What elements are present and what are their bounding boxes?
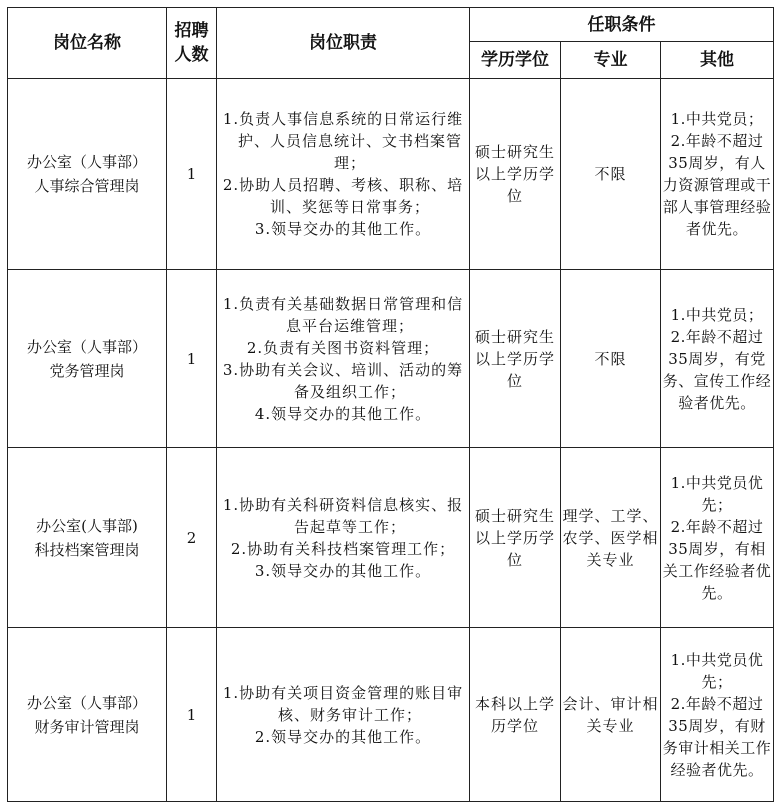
other-cell <box>661 79 774 270</box>
education-cell: 硕士研究生以上学历学位 <box>470 448 561 628</box>
recruit-count-cell: 2 <box>167 448 217 628</box>
position-department: 办公室（人事部） <box>26 337 147 356</box>
position-title: 党务管理岗 <box>49 361 125 380</box>
header-recruit-count <box>167 8 217 79</box>
header-education: 学历学位 <box>470 42 561 79</box>
recruitment-table <box>7 7 774 802</box>
other-item: 1.中共党员优先； <box>670 650 764 691</box>
position-name-cell <box>8 270 167 448</box>
position-title: 科技档案管理岗 <box>34 540 140 559</box>
header-recruit-count-line1: 招聘 <box>174 21 209 41</box>
header-major: 专业 <box>561 42 661 79</box>
duty-item: 1.协助有关项目资金管理的账目审核、财务审计工作； <box>222 683 464 724</box>
recruit-count-cell: 1 <box>167 79 217 270</box>
header-duties: 岗位职责 <box>217 8 470 79</box>
position-department: 办公室（人事部） <box>26 693 147 712</box>
other-item: 2.年龄不超过35周岁，有党务、宣传工作经验者优先。 <box>662 327 772 412</box>
duty-item: 1.协助有关科研资料信息核实、报告起草等工作； <box>222 495 464 536</box>
header-other: 其他 <box>661 42 774 79</box>
duty-item: 3.领导交办的其他工作。 <box>254 220 432 238</box>
duty-item: 2.协助有关科技档案管理工作； <box>230 539 456 558</box>
duty-item: 2.领导交办的其他工作。 <box>254 727 432 746</box>
other-cell <box>661 628 774 802</box>
position-name-cell <box>8 79 167 270</box>
table-row <box>8 270 774 448</box>
duties-cell <box>217 270 470 448</box>
major-cell: 理学、工学、农学、医学相关专业 <box>561 448 661 628</box>
header-recruit-count-line2: 人数 <box>174 45 209 65</box>
table-row <box>8 448 774 628</box>
duty-item: 3.领导交办的其他工作。 <box>254 561 432 580</box>
duty-item: 1.负责有关基础数据日常管理和信息平台运维管理； <box>222 294 464 335</box>
duty-item: 2.负责有关图书资料管理； <box>246 338 440 357</box>
position-title: 财务审计管理岗 <box>34 717 140 736</box>
duty-item: 3.协助有关会议、培训、活动的筹备及组织工作； <box>222 360 464 401</box>
duties-cell <box>217 628 470 802</box>
table-row <box>8 79 774 270</box>
other-cell <box>661 270 774 448</box>
other-item: 1.中共党员优先； <box>670 473 764 514</box>
duties-cell <box>217 79 470 270</box>
header-requirements: 任职条件 <box>470 8 774 42</box>
major-cell: 不限 <box>561 79 661 270</box>
recruit-count-cell: 1 <box>167 270 217 448</box>
other-item: 1.中共党员； <box>670 110 764 128</box>
position-department: 办公室(人事部) <box>36 516 138 535</box>
education-cell: 硕士研究生以上学历学位 <box>470 270 561 448</box>
other-cell <box>661 448 774 628</box>
position-title: 人事综合管理岗 <box>34 177 140 195</box>
duty-item: 4.领导交办的其他工作。 <box>254 404 432 423</box>
duty-item: 2.协助人员招聘、考核、职称、培训、奖惩等日常事务； <box>222 176 464 216</box>
education-cell: 本科以上学历学位 <box>470 628 561 802</box>
other-item: 2.年龄不超过35周岁，有相关工作经验者优先。 <box>662 517 772 602</box>
major-cell: 不限 <box>561 270 661 448</box>
position-name-cell <box>8 448 167 628</box>
position-department: 办公室（人事部） <box>26 153 147 171</box>
table-row <box>8 628 774 802</box>
other-item: 2.年龄不超过35周岁，有人力资源管理或干部人事管理经验者优先。 <box>662 132 772 238</box>
other-item: 2.年龄不超过35周岁，有财务审计相关工作经验者优先。 <box>662 694 772 779</box>
education-cell: 硕士研究生以上学历学位 <box>470 79 561 270</box>
position-name-cell <box>8 628 167 802</box>
duty-item: 1.负责人事信息系统的日常运行维护、人员信息统计、文书档案管理； <box>222 110 464 172</box>
major-cell: 会计、审计相关专业 <box>561 628 661 802</box>
duties-cell <box>217 448 470 628</box>
recruit-count-cell: 1 <box>167 628 217 802</box>
other-item: 1.中共党员； <box>670 305 764 324</box>
header-position-name: 岗位名称 <box>8 8 167 79</box>
